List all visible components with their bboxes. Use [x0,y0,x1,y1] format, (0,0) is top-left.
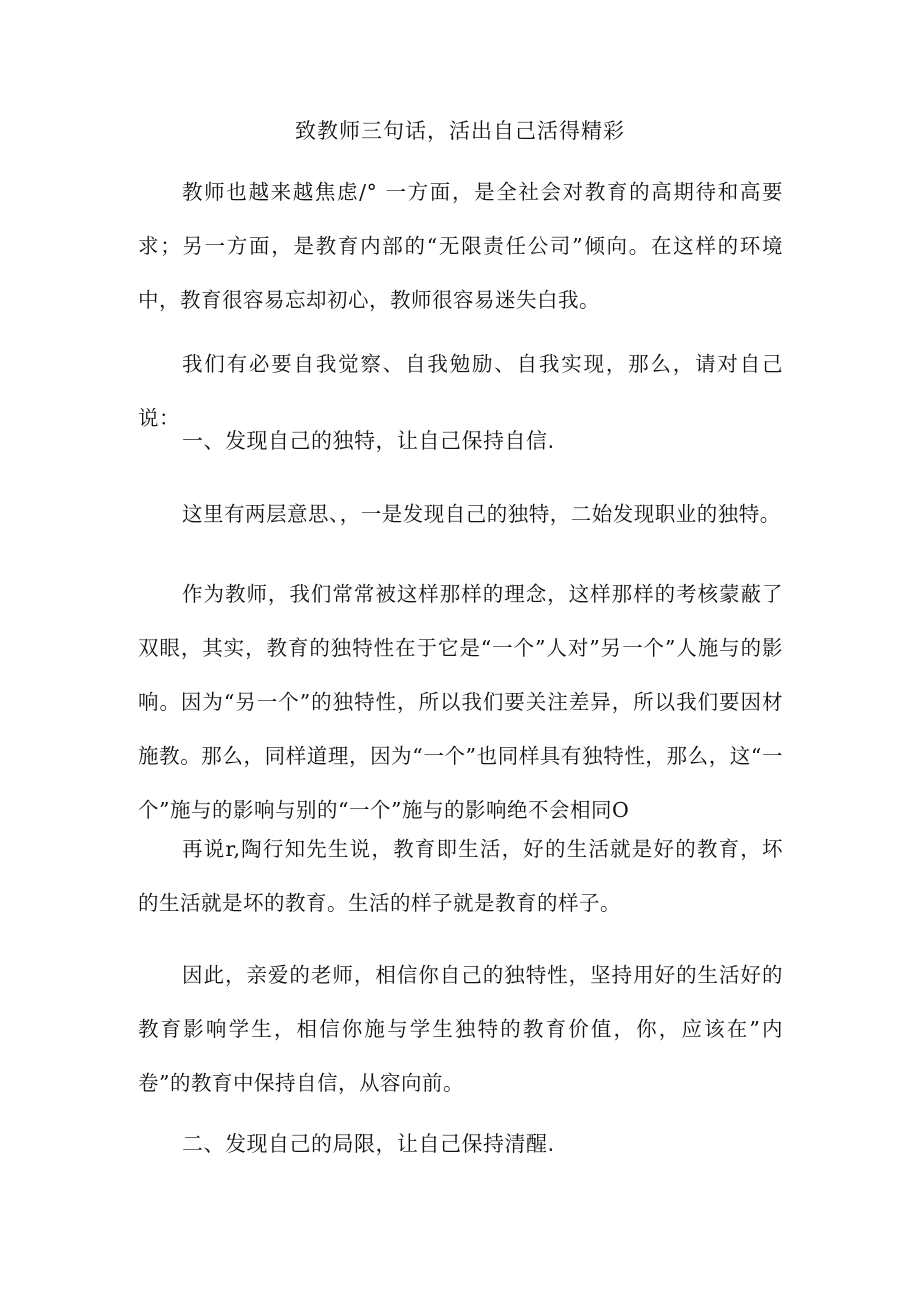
section-paragraph: 因此，亲爱的老师，相信你自己的独特性，坚持用好的生活好的教育影响学生，相信你施与学生独特的教育价值，你，应该在”内卷”的教育中保持自信，从容向前。 [138,963,783,1095]
section-heading: 一、发现自己的独特，让自己保持自信. [182,429,555,453]
section-paragraph: 这里有两层意思、，一是发现自己的独特，二始发现职业的独特。 [182,502,781,526]
intro-paragraph: 我们有必要自我觉察、自我勉励、自我实现，那么，请对自己说： [138,352,783,430]
section-heading: 二、发现自己的局限，让自己保持清醒. [182,1132,555,1156]
section-paragraph: 再说r,陶行知先生说，教育即生活，好的生活就是好的教育，坏的生活就是坏的教育。生活的样子就是教育的样子。 [138,837,783,915]
intro-paragraph: 教师也越来越焦虑/° 一方面，是全社会对教育的高期待和高要求；另一方面，是教育内部的“无限责任公司”倾向。在这样的环境中，教育很容易忘却初心，教师很容易迷失白我。 [138,180,783,312]
document-title: 致教师三句话，活出自己活得精彩 [295,119,625,143]
section-paragraph: 作为教师，我们常常被这样那样的理念，这样那样的考核蒙蔽了双眼，其实，教育的独特性在于它是“一个”人对”另一个”人施与的影响。因为“另一个”的独特性，所以我们要关注差异，所以我们要因材施教。那么，同样道理，因为“一个”也同样具有独特性，那么，这“一个”施与的影响与别的“一个”施与的影响绝不会相同O [138,582,783,822]
